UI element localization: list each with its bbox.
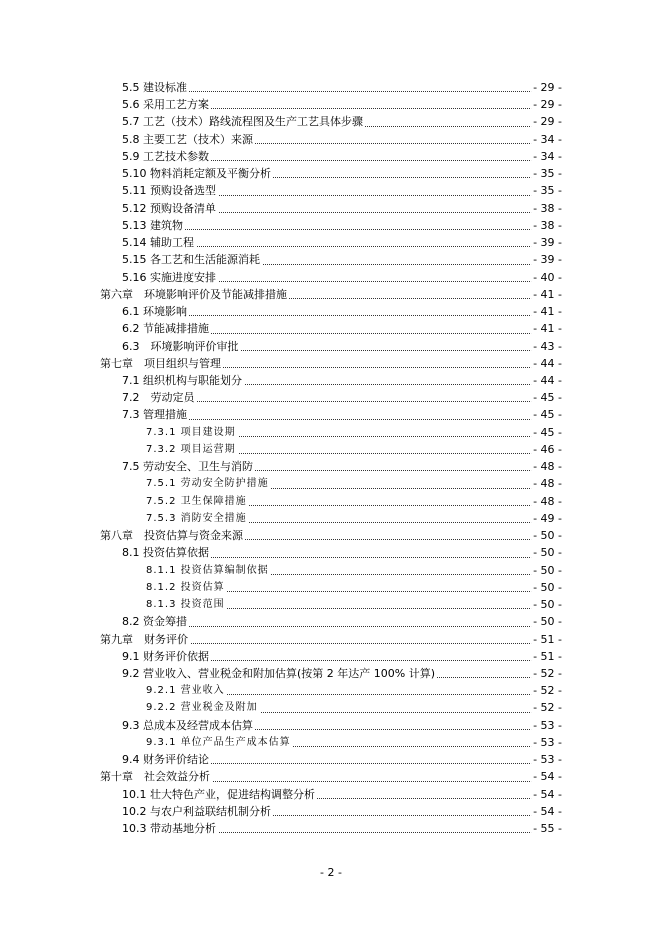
toc-entry-page: - 34 -	[531, 131, 562, 148]
toc-entry-title: 8.1.3 投资范围	[146, 596, 227, 613]
toc-entry-title: 第八章 投资估算与资金来源	[100, 527, 245, 544]
toc-entry-title: 10.2 与农户利益联结机制分析	[122, 803, 273, 820]
toc-entry-page: - 38 -	[531, 200, 562, 217]
toc-entry-title: 10.1 壮大特色产业，促进结构调整分析	[122, 786, 317, 803]
toc-entry-title: 7.1 组织机构与职能划分	[122, 372, 244, 389]
toc-entry-page: - 48 -	[531, 475, 562, 492]
toc-entry-title: 9.2.1 营业收入	[146, 682, 227, 699]
toc-entry-title: 5.5 建设标准	[122, 79, 189, 96]
toc-entry-page: - 52 -	[531, 665, 562, 682]
toc-entry-title: 5.10 物料消耗定额及平衡分析	[122, 165, 273, 182]
toc-entry-page: - 55 -	[531, 820, 562, 837]
toc-entry-title: 7.3.1 项目建设期	[146, 424, 238, 441]
toc-entry[interactable]	[0, 820, 662, 837]
toc-entry-page: - 41 -	[531, 303, 562, 320]
toc-entry-title: 5.9 工艺技术参数	[122, 148, 211, 165]
toc-entry-page: - 46 -	[531, 441, 562, 458]
toc-entry-title: 10.3 带动基地分析	[122, 820, 218, 837]
toc-entry-title: 5.13 建筑物	[122, 217, 185, 234]
toc-entry-title: 5.14 辅助工程	[122, 234, 196, 251]
toc-entry-page: - 41 -	[531, 320, 562, 337]
toc-entry-title: 9.3.1 单位产品生产成本估算	[146, 734, 293, 751]
toc-entry-title: 9.4 财务评价结论	[122, 751, 211, 768]
toc-entry-page: - 50 -	[531, 527, 562, 544]
toc-entry-title: 9.2.2 营业税金及附加	[146, 699, 260, 716]
toc-entry-page: - 41 -	[531, 286, 562, 303]
toc-entry-page: - 50 -	[531, 596, 562, 613]
table-of-contents	[0, 79, 662, 837]
toc-entry-page: - 53 -	[531, 734, 562, 751]
toc-entry-page: - 50 -	[531, 613, 562, 630]
toc-entry-page: - 35 -	[531, 182, 562, 199]
toc-entry-title: 5.15 各工艺和生活能源消耗	[122, 251, 262, 268]
toc-entry-title: 9.3 总成本及经营成本估算	[122, 717, 255, 734]
toc-entry-page: - 50 -	[531, 579, 562, 596]
toc-entry-title: 6.1 环境影响	[122, 303, 189, 320]
toc-entry-title: 5.16 实施进度安排	[122, 269, 218, 286]
toc-entry-title: 9.2 营业收入、营业税金和附加估算(按第 2 年达产 100% 计算)	[122, 665, 437, 682]
toc-entry-title: 7.3.2 项目运营期	[146, 441, 238, 458]
toc-entry-title: 第七章 项目组织与管理	[100, 355, 223, 372]
toc-entry-title: 6.3 环境影响评价审批	[122, 338, 241, 355]
toc-entry-title: 8.2 资金筹措	[122, 613, 189, 630]
toc-entry-page: - 39 -	[531, 251, 562, 268]
toc-entry-title: 7.5.1 劳动安全防护措施	[146, 475, 271, 492]
toc-entry-title: 第六章 环境影响评价及节能减排措施	[100, 286, 289, 303]
toc-entry-title: 5.6 采用工艺方案	[122, 96, 211, 113]
toc-entry-page: - 48 -	[531, 493, 562, 510]
toc-entry-title: 6.2 节能减排措施	[122, 320, 211, 337]
toc-entry-page: - 54 -	[531, 786, 562, 803]
toc-entry-page: - 29 -	[531, 113, 562, 130]
toc-entry-title: 第十章 社会效益分析	[100, 768, 212, 785]
toc-entry-page: - 43 -	[531, 338, 562, 355]
toc-entry-page: - 44 -	[531, 372, 562, 389]
toc-entry-page: - 45 -	[531, 406, 562, 423]
toc-entry-title: 5.7 工艺（技术）路线流程图及生产工艺具体步骤	[122, 113, 365, 130]
toc-entry-title: 5.11 预购设备选型	[122, 182, 218, 199]
toc-entry-page: - 53 -	[531, 751, 562, 768]
toc-entry-page: - 50 -	[531, 544, 562, 561]
toc-entry-title: 8.1.2 投资估算	[146, 579, 227, 596]
toc-entry-page: - 35 -	[531, 165, 562, 182]
dot-leader	[122, 212, 558, 230]
toc-entry-page: - 48 -	[531, 458, 562, 475]
toc-entry-title: 7.5.2 卫生保障措施	[146, 493, 249, 510]
toc-entry-title: 8.1.1 投资估算编制依据	[146, 562, 271, 579]
toc-entry-page: - 53 -	[531, 717, 562, 734]
toc-entry-title: 8.1 投资估算依据	[122, 544, 211, 561]
toc-entry-page: - 51 -	[531, 648, 562, 665]
toc-entry-page: - 51 -	[531, 631, 562, 648]
toc-entry-page: - 52 -	[531, 682, 562, 699]
toc-entry-page: - 45 -	[531, 389, 562, 406]
toc-entry-title: 7.3 管理措施	[122, 406, 189, 423]
toc-entry-title: 第九章 财务评价	[100, 631, 190, 648]
page-number: - 2 -	[320, 866, 342, 879]
toc-entry-title: 9.1 财务评价依据	[122, 648, 211, 665]
toc-entry-page: - 29 -	[531, 96, 562, 113]
toc-entry-page: - 54 -	[531, 768, 562, 785]
toc-entry-page: - 39 -	[531, 234, 562, 251]
toc-entry-page: - 49 -	[531, 510, 562, 527]
toc-entry-page: - 52 -	[531, 699, 562, 716]
toc-entry-title: 7.5 劳动安全、卫生与消防	[122, 458, 255, 475]
toc-entry-title: 5.8 主要工艺（技术）来源	[122, 131, 255, 148]
toc-entry-page: - 34 -	[531, 148, 562, 165]
toc-entry-page: - 45 -	[531, 424, 562, 441]
toc-entry-page: - 40 -	[531, 269, 562, 286]
toc-entry-title: 5.12 预购设备清单	[122, 200, 218, 217]
toc-entry-page: - 50 -	[531, 562, 562, 579]
toc-entry-page: - 54 -	[531, 803, 562, 820]
toc-entry-title: 7.5.3 消防安全措施	[146, 510, 249, 527]
toc-entry-title: 7.2 劳动定员	[122, 389, 197, 406]
toc-entry-page: - 44 -	[531, 355, 562, 372]
toc-entry-page: - 29 -	[531, 79, 562, 96]
toc-entry-page: - 38 -	[531, 217, 562, 234]
